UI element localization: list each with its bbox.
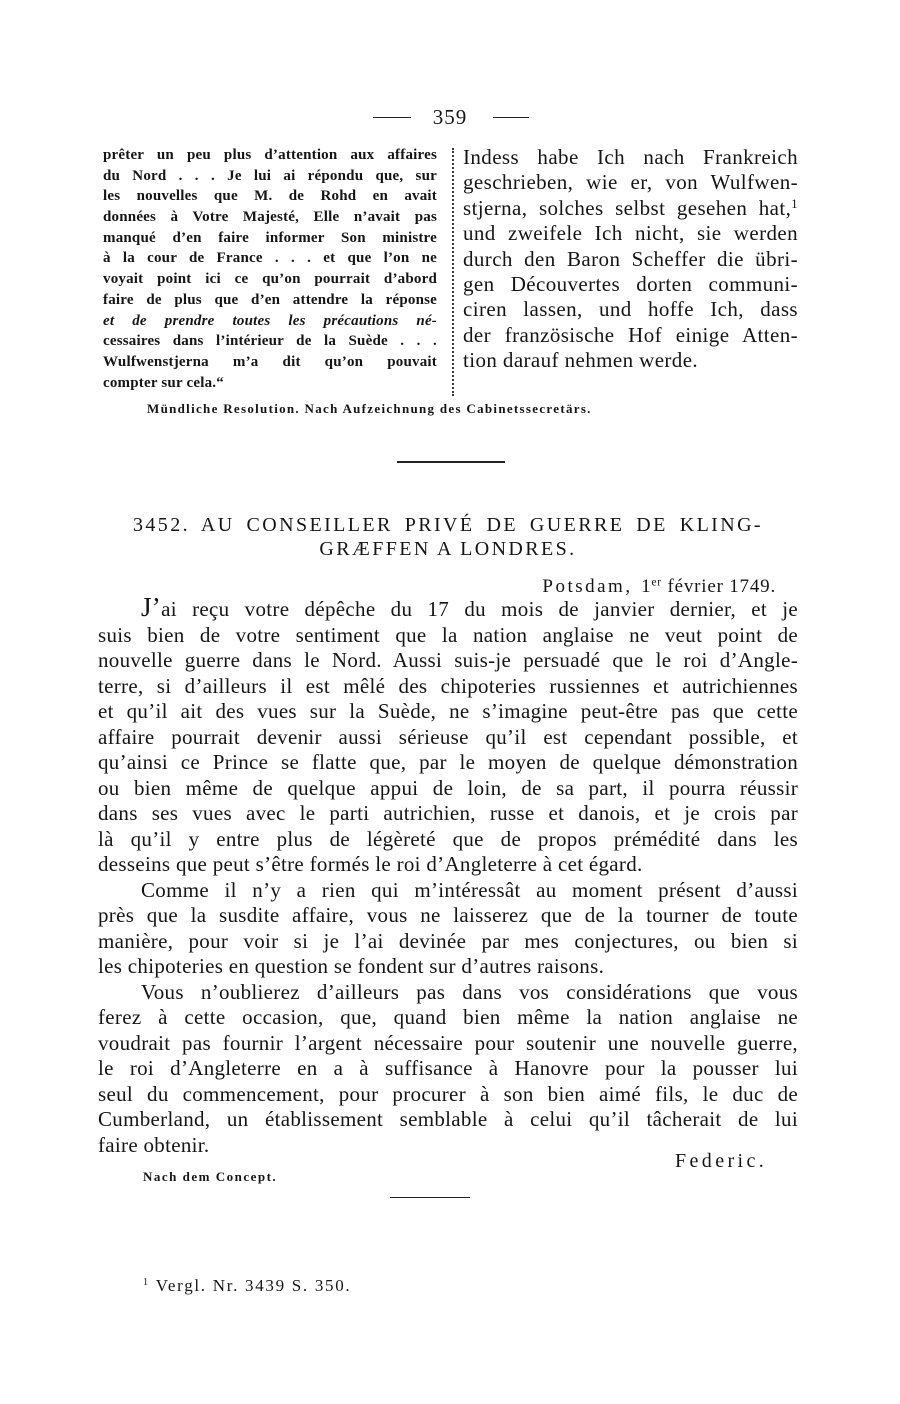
body-line: qu’ainsi ce Prince se flatte que, par le moyen de quelque démonstration — [98, 750, 798, 774]
body-line: suis bien de votre sentiment que la nation anglaise ne veut point de — [98, 622, 798, 647]
left-column-line: les nouvelles que M. de Rohd en avait — [103, 188, 437, 205]
right-column-line: ciren lassen, und hoffe Ich, dass — [463, 297, 798, 322]
letter-body — [98, 592, 798, 1158]
body-line: affaire pourrait devenir aussi sérieuse qu’il est cependant possible, et — [98, 724, 798, 749]
left-column-line: compter sur cela.“ — [103, 374, 224, 391]
body-line: faire obtenir. — [98, 1132, 210, 1157]
body-line: le roi d’Angleterre en a à suffisance à Hanovre pour la pousser lui — [98, 1056, 798, 1080]
body-line: manière, pour voir si je l’ai devinée par mes conjectures, ou bien si — [98, 928, 798, 953]
left-column-line: prêter un peu plus d’attention aux affaires — [103, 147, 437, 163]
page-number-dash-right — [493, 117, 529, 118]
signature: Federic. — [675, 1150, 768, 1172]
body-line: voudrait pas fournir l’argent nécessaire pour soutenir une nouvelle guerre, — [98, 1030, 798, 1055]
right-column-line: geschrieben, wie er, von Wulfwen- — [463, 170, 798, 195]
footnote — [143, 1276, 351, 1296]
left-column-line: et de prendre toutes les précautions né- — [103, 312, 437, 329]
body-line: seul du commencement, pour procurer à son bien aimé fils, le duc de — [98, 1081, 798, 1106]
left-column-line: voyait point ici ce qu’on pourrait d’abord — [103, 271, 437, 288]
dateline-date: février 1749. — [667, 576, 776, 597]
letter-heading-line — [133, 513, 763, 537]
right-column-line: der französische Hof einige Atten- — [463, 322, 798, 347]
column-divider — [452, 148, 454, 396]
left-column-line: du Nord . . . Je lui ai répondu que, sur — [103, 167, 437, 184]
body-line: J’ai reçu votre dépêche du 17 du mois de janvier dernier, et je — [141, 592, 798, 622]
body-line: Cumberland, un établissement semblable à celui qu’il tâcherait de lui — [98, 1107, 798, 1131]
right-column-line: und zweifele Ich nicht, sie werden — [463, 221, 798, 246]
left-column-line: données à Votre Majesté, Elle n’avait pas — [103, 209, 437, 226]
body-line: près que la susdite affaire, vous ne laisserez que de la tourner de toute — [98, 903, 798, 927]
left-column-line: à la cour de France . . . et que l’on ne — [103, 250, 437, 267]
body-line: les chipoteries en question se fondent sur d’autres raisons. — [98, 954, 605, 978]
footnote-ref: 1 — [791, 196, 798, 211]
footnote-text: Vergl. Nr. 3439 S. 350. — [155, 1276, 352, 1295]
body-line: Vous n’oublierez d’ailleurs pas dans vos considérations que vous — [141, 979, 798, 1004]
right-column-line: durch den Baron Scheffer die übri- — [463, 246, 798, 271]
right-column-line: Indess habe Ich nach Frankreich — [463, 145, 798, 169]
left-column-line: manqué d’en faire informer Son ministre — [103, 229, 437, 246]
left-column-line: Wulfwenstjerna m’a dit qu’on pouvait — [103, 353, 437, 370]
body-line: ferez à cette occasion, que, quand bien même la nation anglaise ne — [98, 1005, 798, 1029]
resolution-source-note: Mündliche Resolution. Nach Aufzeichnung des Cabinetssecretärs. — [147, 401, 592, 416]
right-column-line: tion darauf nehmen werde. — [463, 348, 699, 373]
section-rule — [397, 461, 505, 463]
concept-source-note: Nach dem Concept. — [143, 1169, 278, 1184]
end-rule — [390, 1197, 470, 1198]
body-line: ou bien même de quelque appui de loin, de sa part, il pourra réussir — [98, 775, 798, 800]
dateline — [542, 576, 776, 598]
body-line: desseins que peut s’être formés le roi d’Angleterre à cet égard. — [98, 852, 643, 876]
body-line: terre, si d’ailleurs il est mêlé des chipoteries russiennes et autrichiennes — [98, 673, 798, 698]
letter-title-line: GRÆFFEN A LONDRES. — [319, 538, 577, 560]
french-quotation-column — [103, 145, 437, 393]
right-column-line-text: stjerna, solches selbst gesehen hat, — [463, 195, 792, 220]
page-number-dash-left — [373, 117, 411, 118]
body-line: Comme il n’y a rien qui m’intéressât au moment présent d’aussi — [141, 877, 798, 902]
body-line: dans ses vues avec le parti autrichien, russe et danois, et je crois par — [98, 801, 798, 825]
letter-title-line: AU CONSEILLER PRIVÉ DE GUERRE DE KLING- — [200, 514, 763, 536]
dateline-day: 1 — [641, 576, 652, 597]
dateline-place: Potsdam, — [542, 576, 633, 597]
body-line: nouvelle guerre dans le Nord. Aussi suis-je persuadé que le roi d’Angle- — [98, 648, 798, 672]
letter-number: 3452. — [133, 514, 190, 536]
left-column-line: faire de plus que d’en attendre la réponse — [103, 291, 437, 308]
german-resolution-column — [463, 145, 798, 374]
footnote-mark: 1 — [143, 1277, 150, 1289]
right-column-line — [463, 196, 798, 221]
body-line: et qu’il ait des vues sur la Suède, ne s’imagine peut-être pas que cette — [98, 699, 798, 723]
left-column-line: cessaires dans l’intérieur de la Suède . . . — [103, 333, 437, 350]
page-number: 359 — [432, 105, 468, 129]
body-line: là qu’il y entre plus de légèreté que de propos prémédité dans les — [98, 826, 798, 851]
right-column-line: gen Découvertes dorten communi- — [463, 271, 798, 296]
dateline-day-suffix: er — [651, 576, 662, 589]
